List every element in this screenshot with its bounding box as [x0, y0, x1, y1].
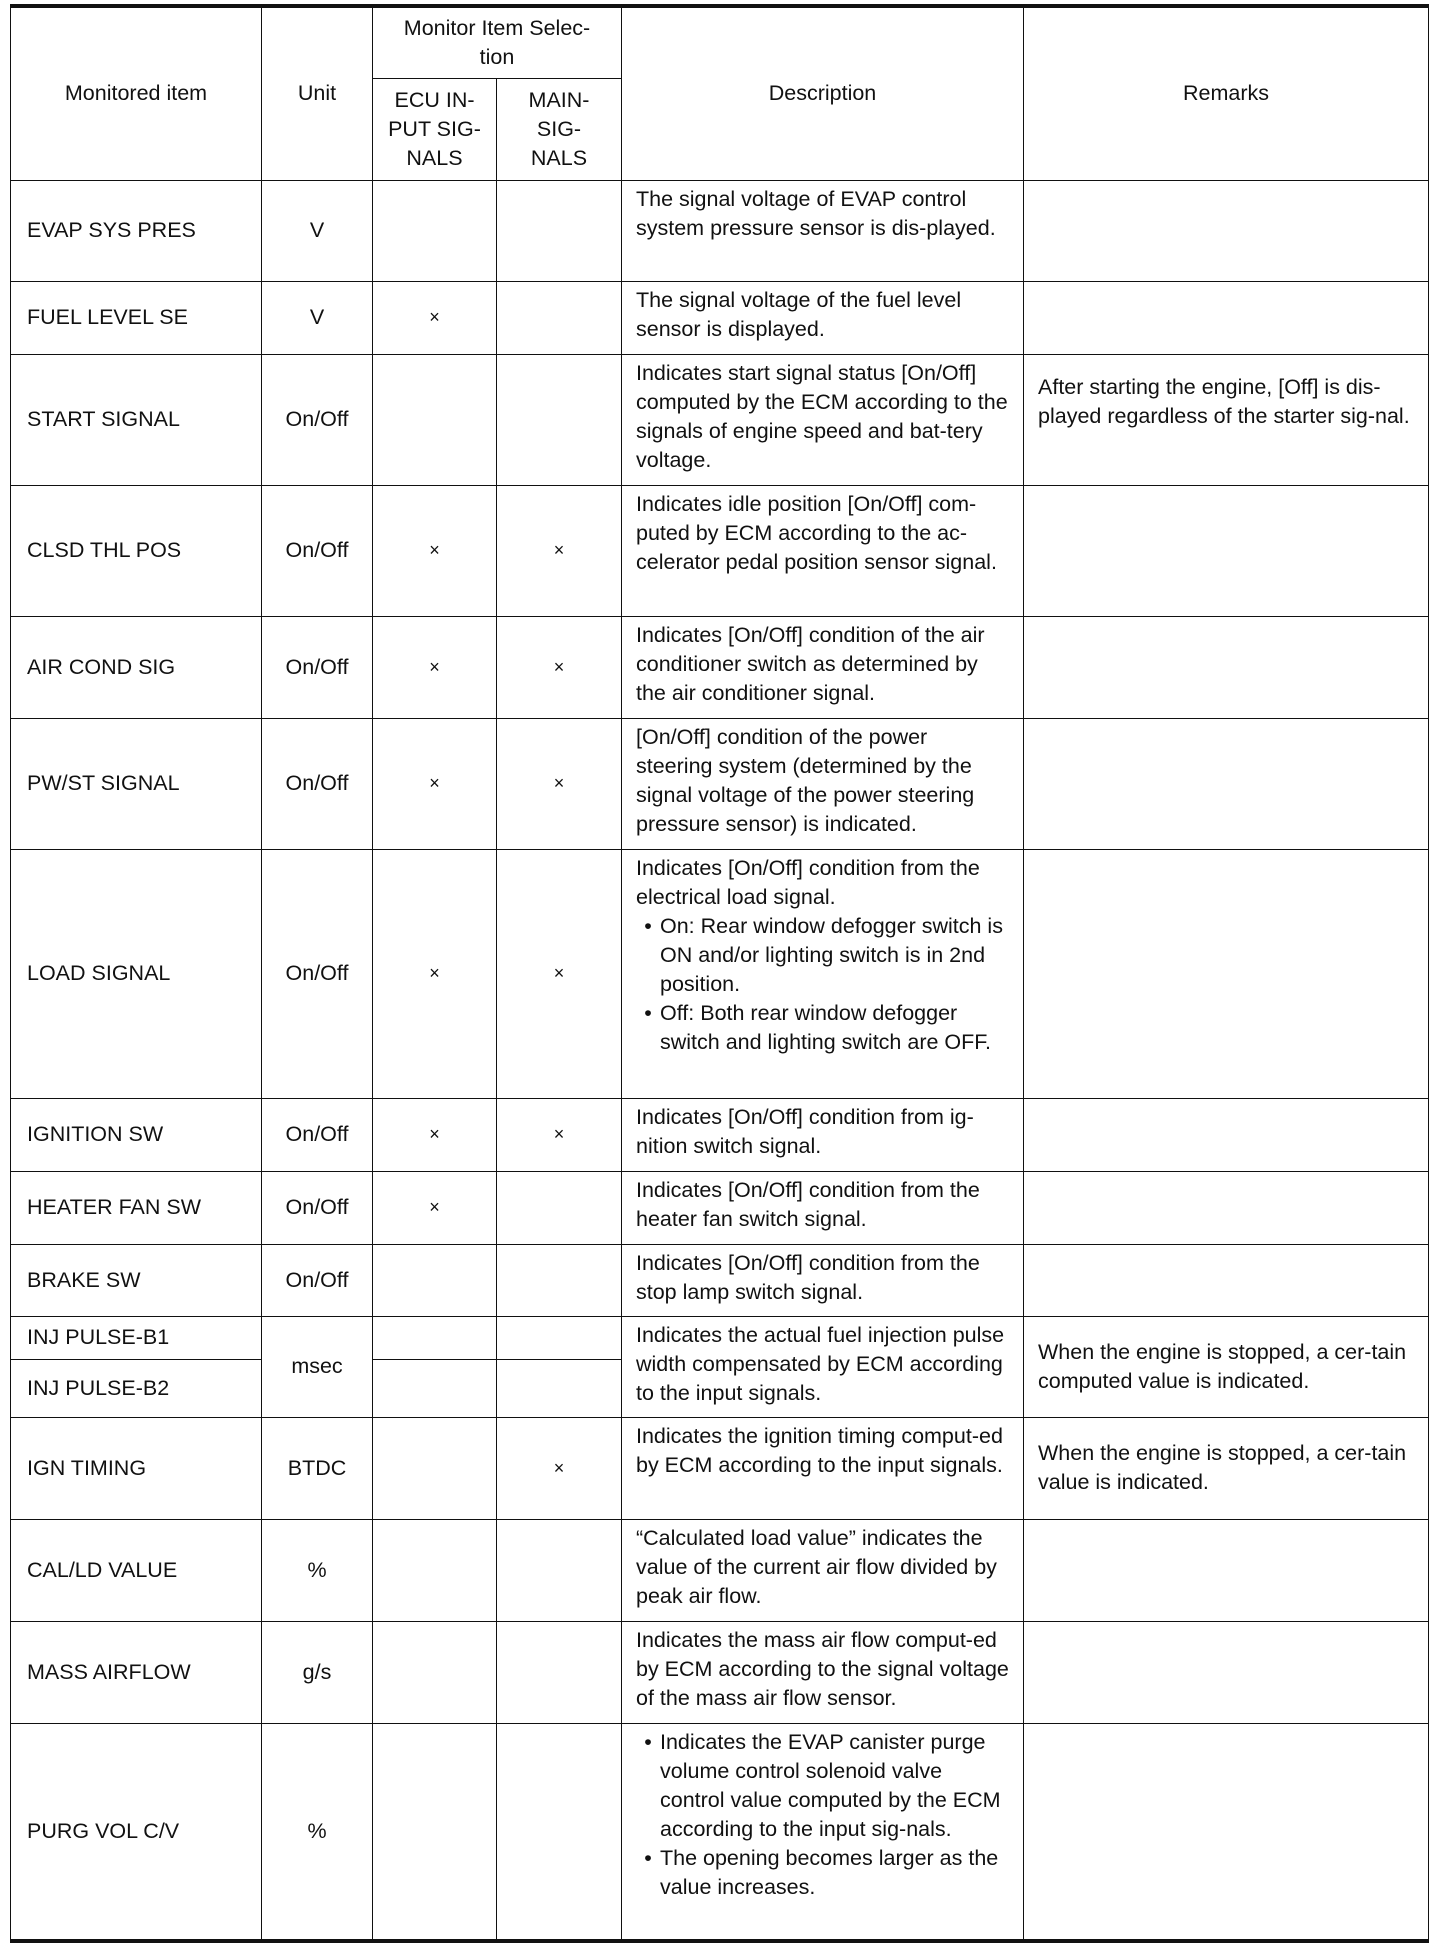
row-unit: msec	[262, 1316, 373, 1417]
row-ecu-mark	[373, 180, 497, 281]
header-main-signals: MAIN- SIG- NALS	[497, 78, 622, 180]
row-remarks	[1024, 281, 1429, 354]
row-unit: BTDC	[262, 1417, 373, 1519]
row-unit: On/Off	[262, 1098, 373, 1171]
table-row	[11, 1316, 1429, 1359]
row-description-bullet: • Indicates the EVAP canister purge volume control solenoid valve control value computed by the ECM according to the input sig-nals.	[636, 1728, 1009, 1844]
row-item: FUEL LEVEL SE	[11, 281, 262, 354]
row-main-mark: ×	[497, 1417, 622, 1519]
row-description	[622, 849, 1024, 1098]
row-ecu-mark	[373, 1244, 497, 1316]
table-row	[11, 718, 1429, 849]
row-unit: On/Off	[262, 616, 373, 718]
row-main-mark	[497, 180, 622, 281]
table-row	[11, 1098, 1429, 1171]
row-main-mark: ×	[497, 1098, 622, 1171]
row-unit: On/Off	[262, 1171, 373, 1244]
row-description: “Calculated load value” indicates the value of the current air flow divided by peak air flow.	[622, 1519, 1024, 1621]
row-remarks	[1024, 849, 1429, 1098]
row-ecu-mark: ×	[373, 849, 497, 1098]
row-item: HEATER FAN SW	[11, 1171, 262, 1244]
row-main-mark: ×	[497, 718, 622, 849]
monitor-item-table	[10, 4, 1429, 1943]
row-item: INJ PULSE-B2	[11, 1359, 262, 1417]
row-main-mark	[497, 1244, 622, 1316]
table-row	[11, 1519, 1429, 1621]
row-description: Indicates idle position [On/Off] com-puted by ECM according to the ac-celerator pedal position sensor signal.	[622, 485, 1024, 616]
row-item: IGNITION SW	[11, 1098, 262, 1171]
row-description: Indicates the mass air flow comput-ed by ECM according to the signal voltage of the mass air flow sensor.	[622, 1621, 1024, 1723]
row-item: PW/ST SIGNAL	[11, 718, 262, 849]
row-unit: %	[262, 1519, 373, 1621]
row-description: Indicates [On/Off] condition from the heater fan switch signal.	[622, 1171, 1024, 1244]
header-description: Description	[622, 6, 1024, 180]
row-ecu-mark	[373, 1359, 497, 1417]
row-main-mark	[497, 354, 622, 485]
row-description-bullet: • Off: Both rear window defogger switch and lighting switch are OFF.	[636, 999, 1009, 1057]
row-ecu-mark	[373, 1316, 497, 1359]
table-row	[11, 1417, 1429, 1519]
row-description: Indicates [On/Off] condition from ig-nition switch signal.	[622, 1098, 1024, 1171]
row-item: START SIGNAL	[11, 354, 262, 485]
row-unit: On/Off	[262, 354, 373, 485]
row-ecu-mark: ×	[373, 718, 497, 849]
row-unit: %	[262, 1723, 373, 1941]
row-description-bullet: • The opening becomes larger as the value increases.	[636, 1844, 1009, 1902]
row-remarks: After starting the engine, [Off] is dis-played regardless of the starter sig-nal.	[1024, 354, 1429, 485]
row-main-mark	[497, 1519, 622, 1621]
row-main-mark: ×	[497, 849, 622, 1098]
row-description: [On/Off] condition of the power steering system (determined by the signal voltage of the power steering pressure sensor) is indicated.	[622, 718, 1024, 849]
monitor-item-table-container	[10, 4, 1428, 1943]
row-description: Indicates [On/Off] condition from the stop lamp switch signal.	[622, 1244, 1024, 1316]
table-row	[11, 849, 1429, 1098]
row-main-mark	[497, 1723, 622, 1941]
row-unit: V	[262, 180, 373, 281]
row-main-mark	[497, 1359, 622, 1417]
row-ecu-mark: ×	[373, 485, 497, 616]
header-ecu-input-signals: ECU IN- PUT SIG- NALS	[373, 78, 497, 180]
row-remarks: When the engine is stopped, a cer-tain computed value is indicated.	[1024, 1316, 1429, 1417]
row-description: The signal voltage of EVAP control system pressure sensor is dis-played.	[622, 180, 1024, 281]
header-monitor-item-selection: Monitor Item Selec- tion	[373, 6, 622, 78]
row-unit: On/Off	[262, 485, 373, 616]
row-item: BRAKE SW	[11, 1244, 262, 1316]
row-main-mark	[497, 1171, 622, 1244]
table-row	[11, 180, 1429, 281]
row-remarks	[1024, 616, 1429, 718]
row-description: Indicates the actual fuel injection pulse width compensated by ECM according to the input signals.	[622, 1316, 1024, 1417]
row-ecu-mark: ×	[373, 616, 497, 718]
row-ecu-mark: ×	[373, 281, 497, 354]
table-row	[11, 485, 1429, 616]
header-unit: Unit	[262, 6, 373, 180]
row-remarks	[1024, 718, 1429, 849]
row-remarks	[1024, 1098, 1429, 1171]
row-remarks	[1024, 485, 1429, 616]
row-ecu-mark	[373, 1417, 497, 1519]
row-item: LOAD SIGNAL	[11, 849, 262, 1098]
row-ecu-mark	[373, 1723, 497, 1941]
row-unit: On/Off	[262, 849, 373, 1098]
row-item: INJ PULSE-B1	[11, 1316, 262, 1359]
row-remarks	[1024, 180, 1429, 281]
row-item: IGN TIMING	[11, 1417, 262, 1519]
row-main-mark	[497, 281, 622, 354]
row-description: Indicates the ignition timing comput-ed by ECM according to the input signals.	[622, 1417, 1024, 1519]
row-remarks: When the engine is stopped, a cer-tain value is indicated.	[1024, 1417, 1429, 1519]
table-row	[11, 1244, 1429, 1316]
row-remarks	[1024, 1171, 1429, 1244]
row-ecu-mark	[373, 1519, 497, 1621]
row-item: CLSD THL POS	[11, 485, 262, 616]
table-row	[11, 354, 1429, 485]
row-item: AIR COND SIG	[11, 616, 262, 718]
row-remarks	[1024, 1621, 1429, 1723]
table-row	[11, 1621, 1429, 1723]
table-row	[11, 281, 1429, 354]
row-ecu-mark: ×	[373, 1098, 497, 1171]
row-main-mark	[497, 1316, 622, 1359]
row-item: CAL/LD VALUE	[11, 1519, 262, 1621]
table-row	[11, 1723, 1429, 1941]
row-description-text: Indicates [On/Off] condition from the electrical load signal.	[636, 855, 980, 909]
row-ecu-mark	[373, 1621, 497, 1723]
row-ecu-mark: ×	[373, 1171, 497, 1244]
row-item: EVAP SYS PRES	[11, 180, 262, 281]
header-remarks: Remarks	[1024, 6, 1429, 180]
table-row	[11, 1171, 1429, 1244]
header-monitored-item: Monitored item	[11, 6, 262, 180]
row-item: MASS AIRFLOW	[11, 1621, 262, 1723]
row-remarks	[1024, 1519, 1429, 1621]
row-main-mark: ×	[497, 485, 622, 616]
row-description: Indicates start signal status [On/Off] computed by the ECM according to the signals of engine speed and bat-tery voltage.	[622, 354, 1024, 485]
row-description: Indicates [On/Off] condition of the air conditioner switch as determined by the air conditioner signal.	[622, 616, 1024, 718]
row-remarks	[1024, 1244, 1429, 1316]
row-main-mark	[497, 1621, 622, 1723]
row-unit: g/s	[262, 1621, 373, 1723]
row-description: The signal voltage of the fuel level sensor is displayed.	[622, 281, 1024, 354]
row-remarks	[1024, 1723, 1429, 1941]
row-description	[622, 1723, 1024, 1941]
row-description-bullet: • On: Rear window defogger switch is ON and/or lighting switch is in 2nd position.	[636, 912, 1009, 999]
table-row	[11, 616, 1429, 718]
row-unit: On/Off	[262, 1244, 373, 1316]
row-item: PURG VOL C/V	[11, 1723, 262, 1941]
row-ecu-mark	[373, 354, 497, 485]
row-unit: V	[262, 281, 373, 354]
row-main-mark: ×	[497, 616, 622, 718]
row-unit: On/Off	[262, 718, 373, 849]
